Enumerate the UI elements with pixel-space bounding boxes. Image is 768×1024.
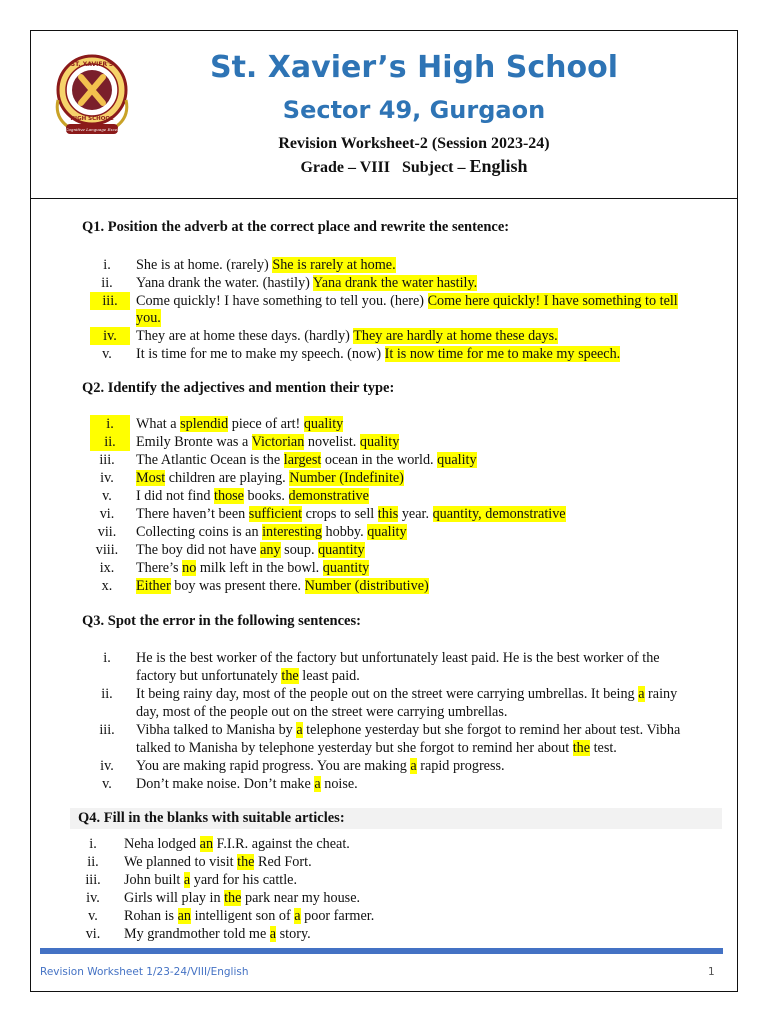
grade-subject-line <box>0 156 768 177</box>
q1-item-question: Come quickly! I have something to tell you. (here) <box>136 293 428 309</box>
q3-item-text: rapid progress. <box>416 758 505 774</box>
q2-item-number: vii. <box>97 524 117 540</box>
q2-item-text: novelist. <box>304 434 360 450</box>
q4-item-text: F.I.R. against the cheat. <box>213 836 350 852</box>
q2-item-answer: quantity <box>318 542 365 558</box>
q2-item-number: ii. <box>90 433 130 451</box>
q1-item-question: They are at home these days. (hardly) <box>136 328 354 344</box>
logo-top-text: ST. XAVIER'S <box>70 61 114 68</box>
page-number: 1 <box>708 966 715 978</box>
q3-item-line: He is the best worker of the factory but unfortunately least paid. He is the best worker of the <box>136 650 660 666</box>
q1-item-number: i. <box>103 257 111 273</box>
q2-item-text: There’s <box>136 560 183 576</box>
q3-item-text: telephone yesterday but she forgot to remind her about test. Vibha <box>302 722 681 738</box>
q4-item-number: ii. <box>87 854 99 870</box>
school-name: St. Xavier’s High School <box>209 50 619 85</box>
q4-item-text: yard for his cattle. <box>190 872 297 888</box>
q3-item-text: test. <box>590 740 617 756</box>
q3-item-number: iii. <box>99 722 115 738</box>
q4-item-number: iii. <box>85 872 101 888</box>
q2-item-answer: quality <box>303 416 344 432</box>
q2-item-text: There haven’t been <box>136 506 249 522</box>
q2-item-text: ocean in the world. <box>321 452 438 468</box>
q2-heading: Q2. Identify the adjectives and mention their type: <box>82 380 395 396</box>
q2-item-number: x. <box>101 578 113 594</box>
q1-item-question: Yana drank the water. (hastily) <box>136 275 313 291</box>
q2-item-answer: quality <box>437 452 477 468</box>
q2-item-number: iii. <box>99 452 115 468</box>
q2-item-adjective: no <box>182 560 197 576</box>
q2-item-text: crops to sell <box>302 506 378 522</box>
logo-motto: Cognitive Language Excel <box>65 127 119 132</box>
q2-item-number: iv. <box>100 470 114 486</box>
q3-item-text: Vibha talked to Manisha by <box>136 722 297 738</box>
q2-item-text: What a <box>136 416 181 432</box>
q2-item-text: boy was present there. <box>170 578 305 594</box>
q2-item-text: Emily Bronte was a <box>136 434 252 450</box>
grade-label: Grade – VIII Subject – <box>300 159 470 176</box>
q2-item-answer: quality <box>367 524 407 540</box>
q2-item-answer: demonstrative <box>288 488 369 504</box>
q3-item-correction: a <box>410 758 417 774</box>
q4-item-article: the <box>237 854 255 870</box>
q2-item-number: ix. <box>99 560 115 576</box>
q2-item-adjective: those <box>214 488 244 504</box>
q4-item-text: My grandmother told me <box>124 926 270 942</box>
q3-item-line: day, most of the people out on the street were carrying umbrellas. <box>136 704 508 720</box>
q4-item-text: story. <box>276 926 311 942</box>
worksheet-title: Revision Worksheet-2 (Session 2023-24) <box>278 135 550 152</box>
q4-item-text: park near my house. <box>241 890 361 906</box>
q1-item-answer-cont: you. <box>136 310 161 326</box>
q2-item-adjective: largest <box>283 452 322 468</box>
q1-item-number: iv. <box>90 327 130 345</box>
q2-item-number: v. <box>102 488 112 504</box>
q2-item-text: milk left in the bowl. <box>196 560 323 576</box>
q4-heading: Q4. Fill in the blanks with suitable articles: <box>70 808 722 829</box>
q1-item-number: iii. <box>90 292 130 310</box>
q3-item-text: factory but unfortunately <box>136 668 282 684</box>
q4-item-number: iv. <box>86 890 100 906</box>
q2-item-text: I did not find <box>136 488 215 504</box>
header-divider <box>30 198 738 199</box>
q2-item-adjective: splendid <box>180 416 229 432</box>
q4-item-text: We planned to visit <box>124 854 238 870</box>
q2-item-number: viii. <box>95 542 119 558</box>
q2-item-adjective: any <box>260 542 281 558</box>
q4-item-article: the <box>224 890 242 906</box>
q2-item-text: The boy did not have <box>136 542 261 558</box>
q4-item-text: intelligent son of <box>191 908 295 924</box>
q3-item-text: least paid. <box>298 668 360 684</box>
q2-item-adjective: interesting <box>262 524 322 540</box>
q1-item-question: It is time for me to make my speech. (now) <box>136 346 385 362</box>
q2-item-answer: quantity <box>322 560 370 576</box>
q2-item-text: piece of art! <box>228 416 304 432</box>
q3-item-number: ii. <box>101 686 113 702</box>
q1-item-answer: Yana drank the water hastily. <box>312 275 478 291</box>
q3-item-number: i. <box>103 650 111 666</box>
school-sector: Sector 49, Gurgaon <box>282 96 546 124</box>
q2-item-text: books. <box>243 488 289 504</box>
q2-item-adjective: this <box>377 506 399 522</box>
q4-item-text: Girls will play in <box>124 890 225 906</box>
q4-item-article: a <box>183 872 191 888</box>
q4-item-number: vi. <box>85 926 101 942</box>
q3-item-correction: a <box>314 776 321 792</box>
q2-item-adjective: Either <box>136 578 171 594</box>
q2-item-adjective: sufficient <box>248 506 303 522</box>
q3-item-number: v. <box>102 776 112 792</box>
q3-item-text: noise. <box>320 776 358 792</box>
q3-item-correction: the <box>572 740 591 756</box>
q3-item-text: It being rainy day, most of the people out on the street were carrying umbrellas. It being <box>136 686 639 702</box>
q1-item-question: She is at home. (rarely) <box>136 257 273 273</box>
q2-item-text: Collecting coins is an <box>136 524 263 540</box>
q1-heading: Q1. Position the adverb at the correct place and rewrite the sentence: <box>82 219 510 235</box>
q4-item-article: an <box>199 836 214 852</box>
q3-item-text: Don’t make noise. Don’t make <box>136 776 315 792</box>
footer-text: Revision Worksheet 1/23-24/VIII/English <box>40 966 249 978</box>
q2-item-adjective: Most <box>136 470 166 486</box>
q3-item-text: You are making rapid progress. You are making <box>136 758 411 774</box>
q2-item-number: i. <box>90 415 130 433</box>
q1-item-answer: It is now time for me to make my speech. <box>384 346 621 362</box>
logo-bottom-text: HIGH SCHOOL <box>70 116 114 122</box>
q3-item-correction: a <box>638 686 645 702</box>
q1-item-answer: Come here quickly! I have something to tell <box>427 293 678 309</box>
q2-item-text: hobby. <box>322 524 368 540</box>
q3-heading: Q3. Spot the error in the following sentences: <box>82 613 361 629</box>
q2-item-answer: Number (Indefinite) <box>289 470 404 486</box>
q4-item-article: a <box>294 908 301 924</box>
q3-item-number: iv. <box>100 758 114 774</box>
q2-item-answer: quantity, demonstrative <box>432 506 566 522</box>
q2-item-text: year. <box>398 506 433 522</box>
q4-item-text: Neha lodged <box>124 836 200 852</box>
q1-item-number: v. <box>102 346 112 362</box>
q3-item-text: rainy <box>644 686 678 702</box>
q1-item-answer: They are hardly at home these days. <box>353 328 558 344</box>
q4-item-number: i. <box>89 836 97 852</box>
q4-item-text: Red Fort. <box>254 854 312 870</box>
q1-item-answer: She is rarely at home. <box>272 257 396 273</box>
q4-item-article: an <box>177 908 192 924</box>
q4-item-text: John built <box>124 872 184 888</box>
q3-item-correction: the <box>281 668 299 684</box>
q2-item-adjective: Victorian <box>251 434 305 450</box>
q4-item-number: v. <box>88 908 98 924</box>
q3-item-text: talked to Manisha by telephone yesterday but she forgot to remind her about <box>136 740 573 756</box>
q2-item-answer: Number (distributive) <box>304 578 429 594</box>
q2-item-text: The Atlantic Ocean is the <box>136 452 284 468</box>
q4-item-article: a <box>269 926 277 942</box>
q2-item-number: vi. <box>99 506 115 522</box>
q4-item-text: poor farmer. <box>300 908 375 924</box>
subject-value: English <box>469 156 528 176</box>
q3-item-correction: a <box>296 722 303 738</box>
q1-item-number: ii. <box>101 275 113 291</box>
q4-item-text: Rohan is <box>124 908 178 924</box>
q2-item-text: children are playing. <box>165 470 290 486</box>
footer-bar <box>40 948 723 954</box>
q2-item-answer: quality <box>359 434 400 450</box>
q2-item-text: soup. <box>280 542 319 558</box>
